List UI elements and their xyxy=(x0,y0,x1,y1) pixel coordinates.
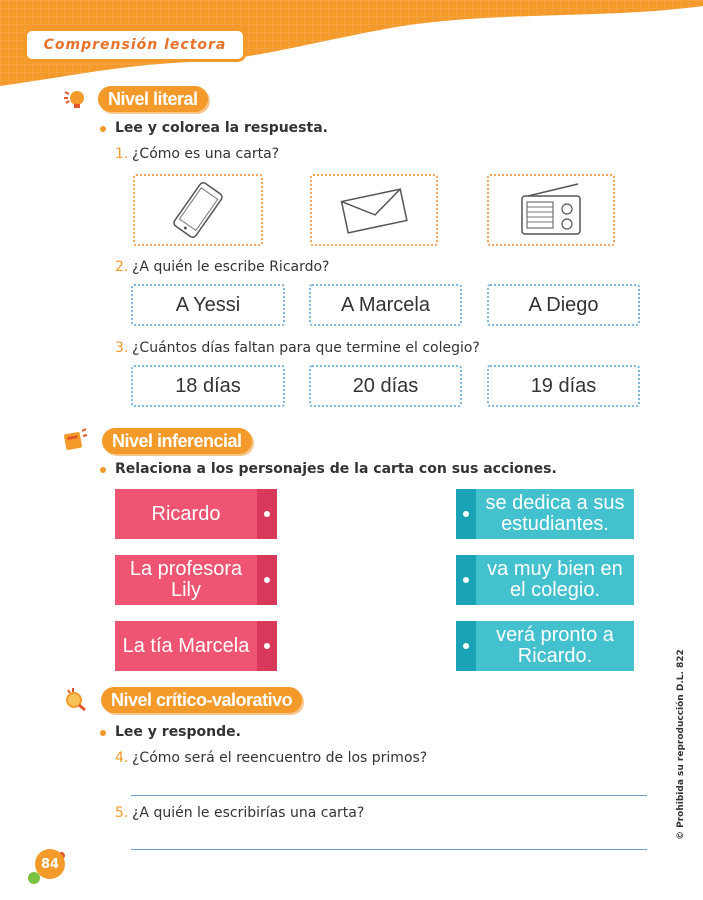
action-label: va muy bien en el colegio. xyxy=(487,558,623,601)
question-text: ¿A quién le escribe Ricardo? xyxy=(132,259,330,275)
match-handle[interactable] xyxy=(257,621,277,671)
action-card[interactable] xyxy=(456,621,634,671)
question-number: 1. xyxy=(115,146,129,162)
option-answer[interactable]: 18 días xyxy=(131,365,285,407)
option-envelope[interactable] xyxy=(310,174,438,246)
character-label: La profesora Lily xyxy=(129,558,243,601)
copyright-note: © Prohibida su reproducción D.L. 822 xyxy=(676,649,686,840)
question-text: ¿Cómo será el reencuentro de los primos? xyxy=(132,750,428,766)
option-answer[interactable]: 20 días xyxy=(309,365,462,407)
character-label: La tía Marcela xyxy=(122,634,250,657)
match-dot xyxy=(264,577,270,583)
action-card[interactable] xyxy=(456,489,634,539)
magnifier-icon xyxy=(62,686,88,712)
section-title-literal: Nivel literal xyxy=(98,86,208,112)
character-card[interactable] xyxy=(115,489,277,539)
page-number: 84 xyxy=(35,849,65,879)
question-number: 2. xyxy=(115,259,129,275)
instruction-inferencial: Relaciona a los personajes de la carta con sus acciones. xyxy=(115,461,557,477)
radio-icon xyxy=(516,180,586,240)
section-title-critico: Nivel crítico-valorativo xyxy=(101,687,302,713)
option-answer[interactable]: A Diego xyxy=(487,284,640,326)
option-answer[interactable]: A Yessi xyxy=(131,284,285,326)
match-handle[interactable] xyxy=(456,621,476,671)
match-handle[interactable] xyxy=(456,555,476,605)
section-title-inferencial: Nivel inferencial xyxy=(102,428,252,454)
lightbulb-icon xyxy=(62,86,88,112)
question-number: 5. xyxy=(115,805,129,821)
match-dot xyxy=(264,643,270,649)
bullet xyxy=(100,126,106,132)
question-number: 4. xyxy=(115,750,129,766)
instruction-critico: Lee y responde. xyxy=(115,724,241,740)
section-header-label: Comprensión lectora xyxy=(24,28,246,62)
character-card[interactable] xyxy=(115,555,277,605)
character-label: Ricardo xyxy=(151,502,221,525)
match-dot xyxy=(264,511,270,517)
match-dot xyxy=(463,577,469,583)
option-answer[interactable]: A Marcela xyxy=(309,284,462,326)
book-icon xyxy=(62,427,88,453)
character-card[interactable] xyxy=(115,621,277,671)
bullet xyxy=(100,730,106,736)
question-text: ¿Cómo es una carta? xyxy=(132,146,280,162)
envelope-icon xyxy=(334,185,414,235)
instruction-literal: Lee y colorea la respuesta. xyxy=(115,120,328,136)
match-dot xyxy=(463,511,469,517)
match-dot xyxy=(463,643,469,649)
action-card[interactable] xyxy=(456,555,634,605)
option-answer[interactable]: 19 días xyxy=(487,365,640,407)
match-handle[interactable] xyxy=(456,489,476,539)
option-radio[interactable] xyxy=(487,174,615,246)
phone-icon xyxy=(163,180,233,240)
match-handle[interactable] xyxy=(257,489,277,539)
question-text: ¿Cuántos días faltan para que termine el colegio? xyxy=(132,340,480,356)
question-number: 3. xyxy=(115,340,129,356)
answer-line[interactable] xyxy=(131,794,647,796)
question-text: ¿A quién le escribirías una carta? xyxy=(132,805,365,821)
match-handle[interactable] xyxy=(257,555,277,605)
action-label: se dedica a sus estudiantes. xyxy=(485,492,625,535)
action-label: verá pronto a Ricardo. xyxy=(496,624,614,667)
option-phone[interactable] xyxy=(133,174,263,246)
answer-line[interactable] xyxy=(131,848,647,850)
bullet xyxy=(100,467,106,473)
